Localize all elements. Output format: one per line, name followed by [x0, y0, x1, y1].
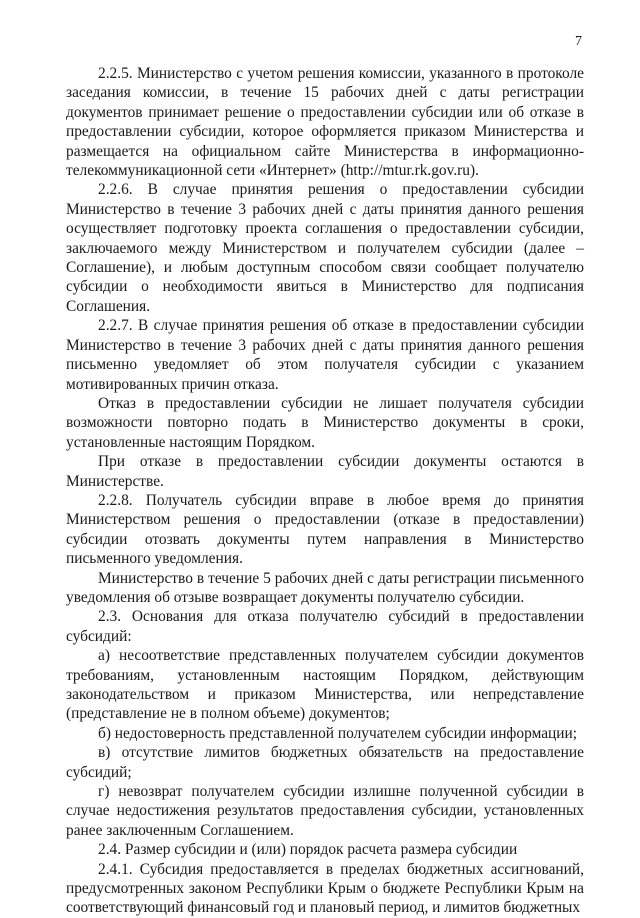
list-item-a: а) несоответствие представленных получателем субсидии документов требованиям, установленным настоящим Порядком, действующим законодательством и приказом Министерства, или непредставление (представление не в полном объеме) документов; [66, 647, 584, 723]
paragraph-refusal-note: Отказ в предоставлении субсидии не лишает получателя субсидии возможности повторно подать в Министерство документы в сроки, установленные настоящим Порядком. [66, 394, 584, 451]
paragraph-2-2-5: 2.2.5. Министерство с учетом решения комиссии, указанного в протоколе заседания комиссии, в течение 15 рабочих дней с даты регистрации документов принимает решение о предоставлении субсидии или об отказе в предоставлении субсидии, которое оформляется приказом Министерства и размещается на официальном сайте Министерства в информационно-телекоммуникационной сети «Интернет» (http://mtur.rk.gov.ru). [66, 65, 584, 180]
list-item-v: в) отсутствие лимитов бюджетных обязательств на предоставление субсидий; [66, 744, 584, 781]
section-heading-2-4: 2.4. Размер субсидии и (или) порядок расчета размера субсидии [98, 841, 518, 859]
list-item-b: б) недостоверность представленной получателем субсидии информации; [98, 724, 578, 742]
paragraph-2-3: 2.3. Основания для отказа получателю субсидий в предоставлении субсидий: [66, 608, 584, 645]
paragraph-2-4-1: 2.4.1. Субсидия предоставляется в пределах бюджетных ассигнований, предусмотренных законом Республики Крым о бюджете Республики Крым на соответствующий финансовый год и плановый период, и лимитов бюджетных [66, 860, 584, 917]
paragraph-2-2-7: 2.2.7. В случае принятия решения об отказе в предоставлении субсидии Министерство в течение 3 рабочих дней с даты принятия данного решения письменно уведомляет об этом получателя субсидии с указанием мотивированных причин отказа. [66, 317, 584, 393]
list-item-g: г) невозврат получателем субсидии излишне полученной субсидии в случае недостижения результатов предоставления субсидии, установленных ранее заключенным Соглашением. [66, 783, 584, 839]
page-number: 7 [575, 34, 582, 49]
paragraph-return-documents: Министерство в течение 5 рабочих дней с даты регистрации письменного уведомления об отзыве возвращает документы получателю субсидии. [66, 569, 584, 606]
paragraph-2-2-6: 2.2.6. В случае принятия решения о предоставлении субсидии Министерство в течение 3 рабочих дней с даты принятия данного решения осуществляет подготовку проекта соглашения о предоставлении субсидии, заключаемого между Министерством и получателем субсидии (далее – Соглашение), и любым доступным способом связи сообщает получателю субсидии о необходимости явиться в Министерство для подписания Соглашения. [66, 181, 584, 315]
paragraph-2-2-8: 2.2.8. Получатель субсидии вправе в любое время до принятия Министерством решения о предоставлении (отказе в предоставлении) субсидии отозвать документы путем направления в Министерство письменного уведомления. [66, 491, 584, 568]
paragraph-documents-remain: При отказе в предоставлении субсидии документы остаются в Министерстве. [66, 453, 584, 490]
